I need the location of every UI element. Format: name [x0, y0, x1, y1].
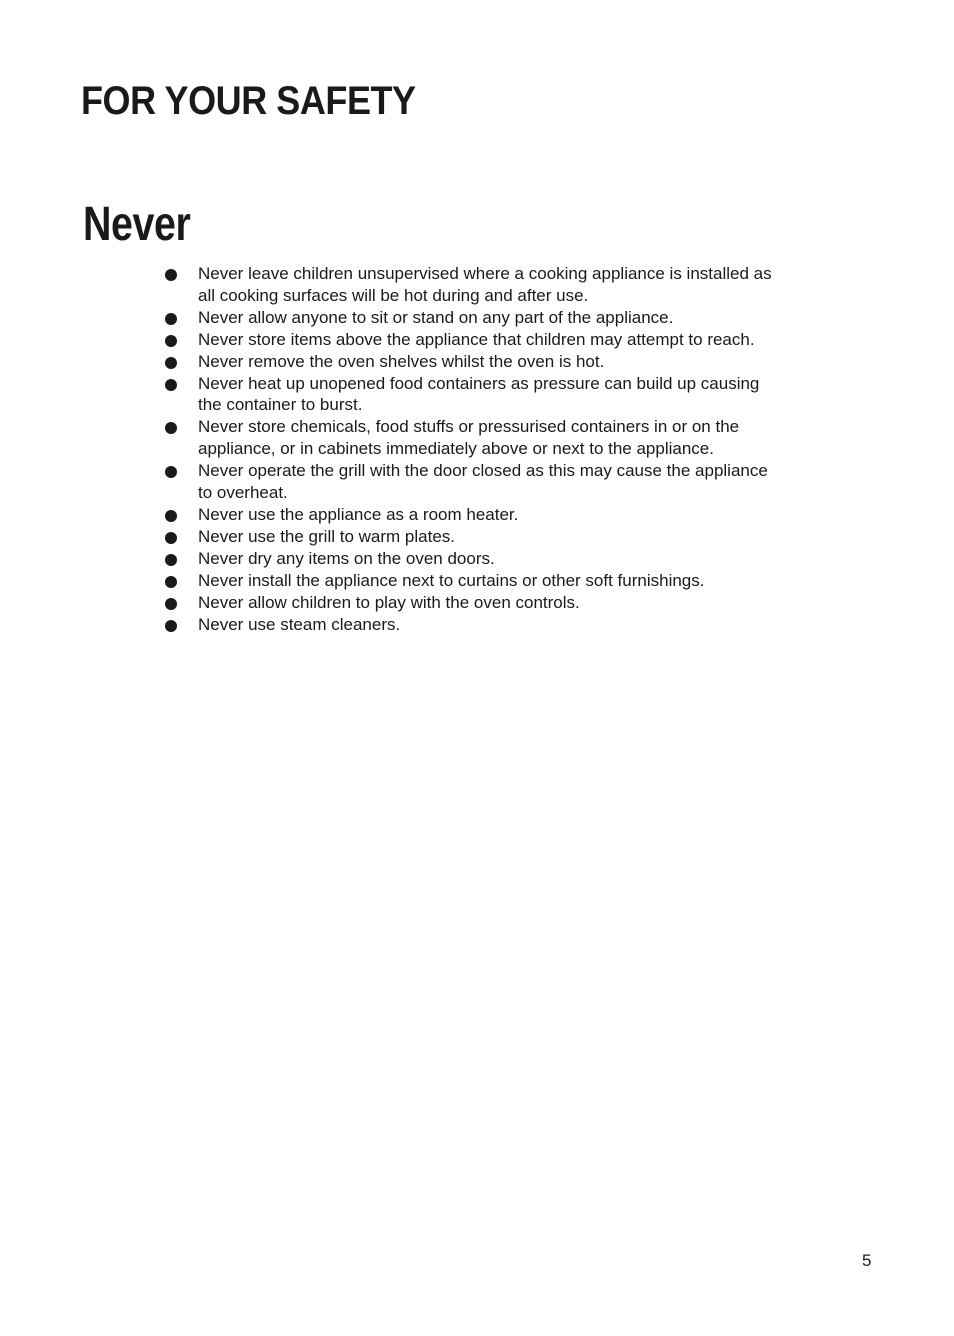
list-item: [164, 307, 859, 329]
bullet-icon: [165, 554, 177, 566]
bullet-icon: [165, 532, 177, 544]
list-item-text: Never operate the grill with the door closed as this may cause the appliance to overheat.: [198, 461, 768, 503]
list-item: [164, 504, 859, 526]
list-item: [164, 614, 859, 636]
bullet-icon: [165, 269, 177, 281]
bullet-icon: [165, 466, 177, 478]
list-item-text: Never use steam cleaners.: [198, 614, 401, 634]
bullet-icon: [165, 335, 177, 347]
list-item-text: Never store chemicals, food stuffs or pressurised containers in or on the appliance, or in cabinets immediately above or next to the appliance.: [198, 417, 740, 459]
list-item: [164, 592, 859, 614]
list-item: [164, 548, 859, 570]
list-item: [164, 460, 859, 504]
list-item: [164, 526, 859, 548]
list-item-text: Never dry any items on the oven doors.: [198, 548, 495, 568]
bullet-icon: [165, 576, 177, 588]
section-heading-never: Never: [83, 198, 191, 251]
bullet-icon: [165, 422, 177, 434]
list-item-text: Never leave children unsupervised where a cooking appliance is installed as all cooking surfaces will be hot during and after use.: [198, 264, 772, 305]
list-item: [164, 263, 859, 307]
list-item-text: Never store items above the appliance that children may attempt to reach.: [198, 329, 755, 349]
page-title: FOR YOUR SAFETY: [81, 79, 416, 123]
list-item: [164, 329, 859, 351]
list-item: [164, 416, 859, 460]
bullet-icon: [165, 510, 177, 522]
list-item-text: Never heat up unopened food containers as pressure can build up causing the container to burst.: [198, 373, 760, 415]
bullet-icon: [165, 620, 177, 632]
list-item-text: Never use the grill to warm plates.: [198, 526, 455, 546]
list-item-text: Never allow children to play with the oven controls.: [198, 592, 580, 612]
list-item-text: Never remove the oven shelves whilst the oven is hot.: [198, 351, 605, 371]
bullet-icon: [165, 313, 177, 325]
bullet-icon: [165, 379, 177, 391]
list-item-text: Never allow anyone to sit or stand on any part of the appliance.: [198, 307, 674, 327]
list-item: [164, 570, 859, 592]
never-list: [164, 263, 859, 635]
page-number: 5: [862, 1251, 872, 1270]
list-item: [164, 351, 859, 373]
bullet-icon: [165, 357, 177, 369]
list-item: [164, 373, 859, 417]
list-item-text: Never install the appliance next to curtains or other soft furnishings.: [198, 570, 705, 590]
list-item-text: Never use the appliance as a room heater.: [198, 504, 519, 524]
bullet-icon: [165, 598, 177, 610]
